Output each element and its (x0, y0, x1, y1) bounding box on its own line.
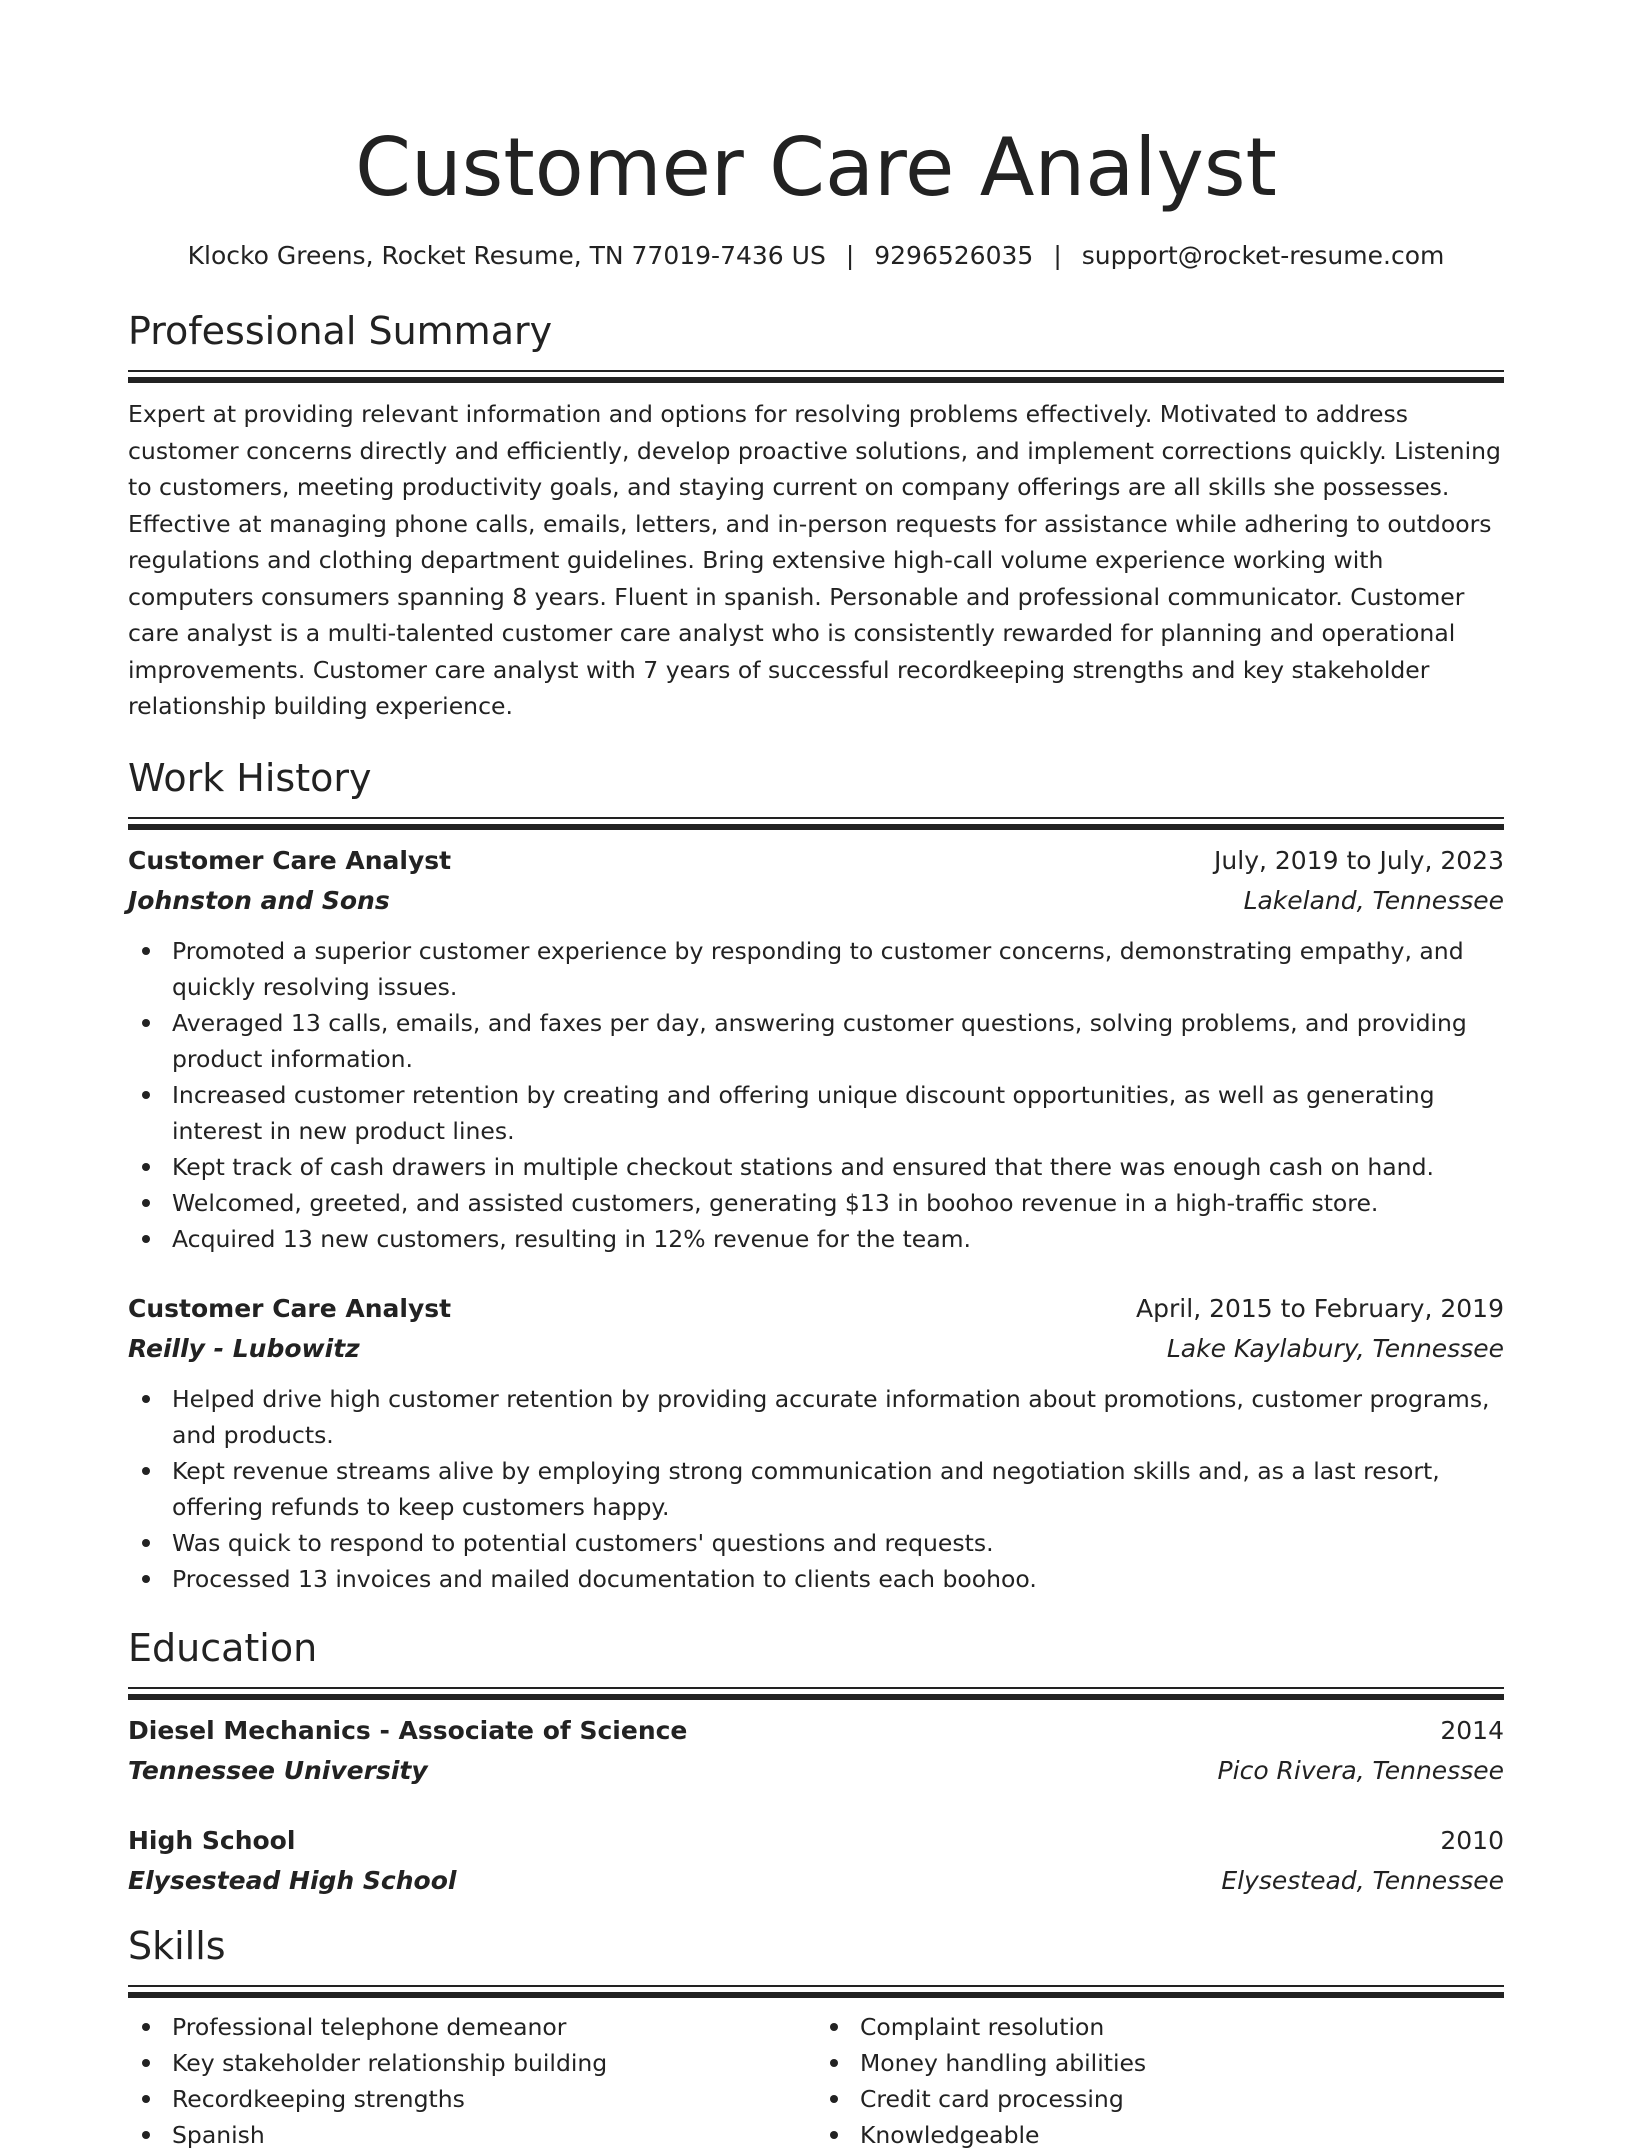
skills-columns (128, 2009, 1504, 2153)
contact-email[interactable]: support@rocket-resume.com (1081, 241, 1445, 270)
section-divider (128, 370, 1504, 384)
education-entry (128, 1821, 1504, 1901)
summary-section (128, 306, 1504, 725)
contact-separator: | (1053, 241, 1062, 270)
section-title-skills: Skills (128, 1923, 226, 1968)
list-item: Complaint resolution (816, 2009, 1504, 2045)
contact-separator: | (845, 241, 855, 270)
education-school: Tennessee University (128, 1755, 428, 1785)
job-bullet-list (128, 933, 1504, 1257)
skills-list-left (128, 2009, 816, 2153)
list-item: Averaged 13 calls, emails, and faxes per day, answering customer questions, solving problems, and providing product information. (128, 1005, 1504, 1077)
list-item: Acquired 13 new customers, resulting in 12% revenue for the team. (128, 1221, 1504, 1257)
job-bullet-list (128, 1381, 1504, 1597)
education-section (128, 1623, 1504, 1901)
skills-list-right (816, 2009, 1504, 2153)
list-item: Processed 13 invoices and mailed documentation to clients each boohoo. (128, 1561, 1504, 1597)
job-location: Lakeland, Tennessee (1243, 885, 1504, 915)
list-item: Recordkeeping strengths (128, 2081, 816, 2117)
list-item: Key stakeholder relationship building (128, 2045, 816, 2081)
education-degree: Diesel Mechanics - Associate of Science (128, 1715, 688, 1745)
job-location: Lake Kaylabury, Tennessee (1166, 1333, 1504, 1363)
education-degree: High School (128, 1825, 296, 1855)
contact-address: Klocko Greens, Rocket Resume, TN 77019-7436 US (187, 241, 826, 270)
list-item: Spanish (128, 2117, 816, 2153)
section-divider (128, 1687, 1504, 1701)
contact-phone: 9296526035 (874, 241, 1034, 270)
list-item: Was quick to respond to potential customers' questions and requests. (128, 1525, 1504, 1561)
education-year: 2010 (1440, 1825, 1504, 1855)
job-entry (128, 1289, 1504, 1597)
education-year: 2014 (1440, 1715, 1504, 1745)
list-item: Knowledgeable (816, 2117, 1504, 2153)
list-item: Professional telephone demeanor (128, 2009, 816, 2045)
job-company: Johnston and Sons (128, 885, 390, 915)
list-item: Money handling abilities (816, 2045, 1504, 2081)
section-title-work: Work History (128, 755, 372, 800)
contact-line (128, 238, 1504, 274)
education-location: Pico Rivera, Tennessee (1217, 1755, 1504, 1785)
list-item: Kept track of cash drawers in multiple checkout stations and ensured that there was enough cash on hand. (128, 1149, 1504, 1185)
education-location: Elysestead, Tennessee (1221, 1865, 1504, 1895)
list-item: Welcomed, greeted, and assisted customers, generating $13 in boohoo revenue in a high-traffic store. (128, 1185, 1504, 1221)
section-divider (128, 817, 1504, 831)
list-item: Helped drive high customer retention by providing accurate information about promotions, customer programs, and products. (128, 1381, 1504, 1453)
section-title-education: Education (128, 1625, 318, 1670)
job-dates: April, 2015 to February, 2019 (1136, 1293, 1504, 1323)
summary-text: Expert at providing relevant information and options for resolving problems effectively. Motivated to address customer concerns directly and efficiently, develop proactive solutions, and implement corrections quickly. Listening to customers, meeting productivity goals, and staying current on company offerings are all skills she possesses. Effective at managing phone calls, emails, letters, and in-person requests for assistance while adhering to outdoors regulations and clothing department guidelines. Bring extensive high-call volume experience working with computers consumers spanning 8 years. Fluent in spanish. Personable and professional communicator. Customer care analyst is a multi-talented customer care analyst who is consistently rewarded for planning and operational improvements. Customer care analyst with 7 years of successful recordkeeping strengths and key stakeholder relationship building experience. (128, 400, 1501, 720)
list-item: Increased customer retention by creating and offering unique discount opportunities, as well as generating interest in new product lines. (128, 1077, 1504, 1149)
resume-title: Customer Care Analyst (355, 121, 1277, 214)
job-position: Customer Care Analyst (128, 1293, 452, 1323)
list-item: Credit card processing (816, 2081, 1504, 2117)
job-dates: July, 2019 to July, 2023 (1214, 845, 1504, 875)
job-company: Reilly - Lubowitz (128, 1333, 360, 1363)
education-entry (128, 1711, 1504, 1791)
list-item: Kept revenue streams alive by employing strong communication and negotiation skills and, as a last resort, offering refunds to keep customers happy. (128, 1453, 1504, 1525)
job-entry (128, 841, 1504, 1257)
job-position: Customer Care Analyst (128, 845, 452, 875)
section-divider (128, 1985, 1504, 1999)
work-history-section (128, 753, 1504, 1597)
skills-section (128, 1921, 1504, 2153)
education-school: Elysestead High School (128, 1865, 457, 1895)
section-title-summary: Professional Summary (128, 309, 553, 353)
list-item: Promoted a superior customer experience by responding to customer concerns, demonstrating empathy, and quickly resolving issues. (128, 933, 1504, 1005)
